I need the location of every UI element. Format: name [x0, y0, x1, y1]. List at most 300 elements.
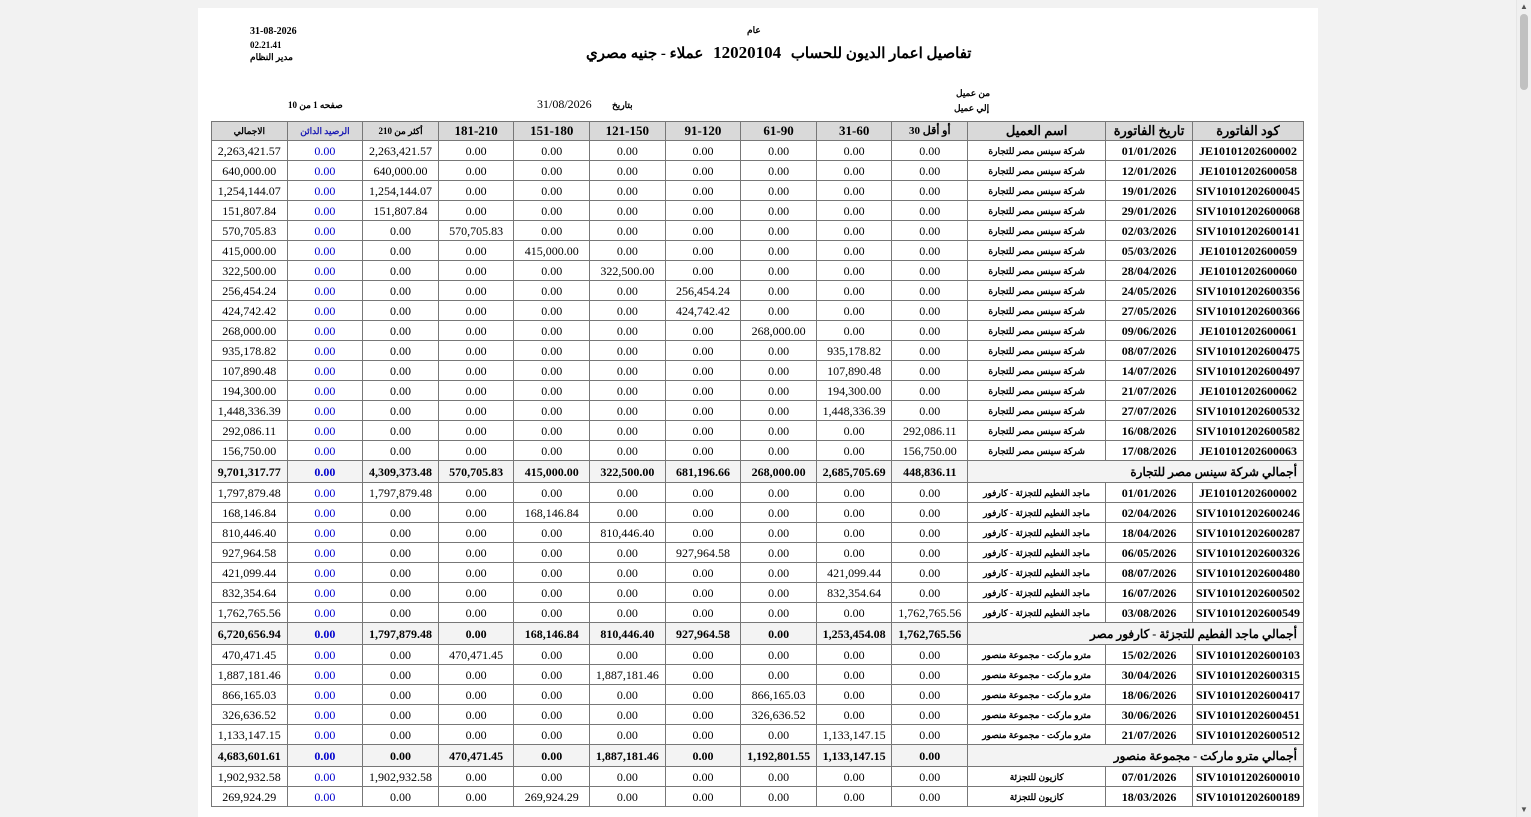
- amount-cell: 0.00: [590, 685, 666, 705]
- invoice-code-cell: SIV10101202600189: [1192, 787, 1303, 807]
- amount-cell: 0.00: [363, 381, 439, 401]
- amount-cell: 0.00: [816, 543, 892, 563]
- amount-cell: 0.00: [892, 685, 968, 705]
- customer-name-cell: ماجد الفطيم للتجزئة - كارفور: [968, 483, 1106, 503]
- amount-cell: 0.00: [590, 483, 666, 503]
- amount-cell: 0.00: [363, 523, 439, 543]
- title-prefix: تفاصيل اعمار الديون للحساب: [790, 46, 972, 62]
- credit-balance-cell: 0.00: [287, 563, 363, 583]
- amount-cell: 2,263,421.57: [363, 141, 439, 161]
- credit-balance-cell: 0.00: [287, 261, 363, 281]
- amount-cell: 0.00: [665, 523, 741, 543]
- subtotal-cell: 470,471.45: [438, 745, 514, 767]
- amount-cell: 0.00: [741, 583, 817, 603]
- total-cell: 268,000.00: [212, 321, 288, 341]
- amount-cell: 0.00: [363, 301, 439, 321]
- amount-cell: 0.00: [892, 787, 968, 807]
- customer-name-cell: ماجد الفطيم للتجزئة - كارفور: [968, 523, 1106, 543]
- invoice-date-cell: 29/01/2026: [1106, 201, 1193, 221]
- invoice-code-cell: SIV10101202600315: [1192, 665, 1303, 685]
- customer-name-cell: شركة سينس مصر للتجارة: [968, 441, 1106, 461]
- subtotal-cell: 0.00: [514, 745, 590, 767]
- invoice-code-cell: SIV10101202600045: [1192, 181, 1303, 201]
- credit-balance-cell: 0.00: [287, 241, 363, 261]
- column-header-151-180: 151-180: [514, 122, 590, 141]
- total-cell: 292,086.11: [212, 421, 288, 441]
- amount-cell: 0.00: [514, 725, 590, 745]
- total-cell: 194,300.00: [212, 381, 288, 401]
- invoice-code-cell: SIV10101202600475: [1192, 341, 1303, 361]
- amount-cell: 0.00: [590, 281, 666, 301]
- total-cell: 1,254,144.07: [212, 181, 288, 201]
- table-row: [212, 341, 1304, 361]
- to-customer-label: إلي عميل: [954, 103, 990, 113]
- credit-balance-cell: 0.00: [287, 543, 363, 563]
- customer-name-cell: شركة سينس مصر للتجارة: [968, 361, 1106, 381]
- amount-cell: 107,890.48: [816, 361, 892, 381]
- credit-balance-cell: 0.00: [287, 201, 363, 221]
- amount-cell: 0.00: [741, 787, 817, 807]
- amount-cell: 292,086.11: [892, 421, 968, 441]
- credit-balance-cell: 0.00: [287, 583, 363, 603]
- amount-cell: 0.00: [438, 725, 514, 745]
- amount-cell: 0.00: [892, 301, 968, 321]
- amount-cell: 0.00: [590, 645, 666, 665]
- subtotal-cell: 927,964.58: [665, 623, 741, 645]
- amount-cell: 0.00: [438, 421, 514, 441]
- print-time: 02.21.41: [250, 40, 282, 50]
- subtotal-cell: 1,133,147.15: [816, 745, 892, 767]
- amount-cell: 0.00: [590, 583, 666, 603]
- page-info: صفحه 1 من 10: [288, 100, 343, 110]
- invoice-date-cell: 06/05/2026: [1106, 543, 1193, 563]
- table-row: [212, 441, 1304, 461]
- amount-cell: 0.00: [892, 543, 968, 563]
- amount-cell: 0.00: [363, 361, 439, 381]
- amount-cell: 0.00: [590, 201, 666, 221]
- subtotal-cell: 168,146.84: [514, 623, 590, 645]
- subtotal-cell: 0.00: [892, 745, 968, 767]
- amount-cell: 268,000.00: [741, 321, 817, 341]
- table-row: [212, 725, 1304, 745]
- customer-name-cell: مترو ماركت - مجموعة منصور: [968, 705, 1106, 725]
- credit-balance-cell: 0.00: [287, 301, 363, 321]
- amount-cell: 1,887,181.46: [590, 665, 666, 685]
- total-cell: 322,500.00: [212, 261, 288, 281]
- table-header-row: [212, 122, 1304, 141]
- invoice-date-cell: 08/07/2026: [1106, 563, 1193, 583]
- amount-cell: 0.00: [665, 321, 741, 341]
- amount-cell: 0.00: [514, 381, 590, 401]
- customer-name-cell: شركة سينس مصر للتجارة: [968, 161, 1106, 181]
- credit-balance-cell: 0.00: [287, 441, 363, 461]
- amount-cell: 0.00: [741, 645, 817, 665]
- customer-name-cell: شركة سينس مصر للتجارة: [968, 221, 1106, 241]
- subtotal-row: [212, 623, 1304, 645]
- amount-cell: 0.00: [816, 603, 892, 623]
- subtotal-cell: 415,000.00: [514, 461, 590, 483]
- amount-cell: 0.00: [665, 161, 741, 181]
- amount-cell: 0.00: [514, 421, 590, 441]
- amount-cell: 0.00: [892, 241, 968, 261]
- amount-cell: 0.00: [741, 441, 817, 461]
- customer-name-cell: ماجد الفطيم للتجزئة - كارفور: [968, 603, 1106, 623]
- amount-cell: 0.00: [741, 603, 817, 623]
- table-row: [212, 421, 1304, 441]
- customer-name-cell: ماجد الفطيم للتجزئة - كارفور: [968, 583, 1106, 603]
- invoice-code-cell: SIV10101202600582: [1192, 421, 1303, 441]
- amount-cell: 0.00: [590, 341, 666, 361]
- total-cell: 832,354.64: [212, 583, 288, 603]
- amount-cell: 0.00: [665, 341, 741, 361]
- amount-cell: 0.00: [363, 563, 439, 583]
- total-cell: 168,146.84: [212, 503, 288, 523]
- customer-name-cell: ماجد الفطيم للتجزئة - كارفور: [968, 563, 1106, 583]
- amount-cell: 0.00: [665, 603, 741, 623]
- amount-cell: 0.00: [816, 645, 892, 665]
- amount-cell: 0.00: [665, 767, 741, 787]
- amount-cell: 0.00: [665, 705, 741, 725]
- amount-cell: 0.00: [438, 603, 514, 623]
- column-header-total: الاجمالي: [212, 122, 288, 141]
- amount-cell: 0.00: [590, 241, 666, 261]
- invoice-code-cell: SIV10101202600497: [1192, 361, 1303, 381]
- amount-cell: 1,797,879.48: [363, 483, 439, 503]
- invoice-date-cell: 18/06/2026: [1106, 685, 1193, 705]
- amount-cell: 0.00: [514, 705, 590, 725]
- column-header-181-210: 181-210: [438, 122, 514, 141]
- amount-cell: 0.00: [438, 301, 514, 321]
- invoice-code-cell: SIV10101202600103: [1192, 645, 1303, 665]
- credit-balance-cell: 0.00: [287, 141, 363, 161]
- amount-cell: 156,750.00: [892, 441, 968, 461]
- amount-cell: 0.00: [438, 583, 514, 603]
- amount-cell: 0.00: [892, 221, 968, 241]
- table-row: [212, 401, 1304, 421]
- amount-cell: 1,254,144.07: [363, 181, 439, 201]
- amount-cell: 0.00: [438, 381, 514, 401]
- total-cell: 1,133,147.15: [212, 725, 288, 745]
- amount-cell: 0.00: [816, 421, 892, 441]
- credit-balance-cell: 0.00: [287, 503, 363, 523]
- subtotal-cell: 810,446.40: [590, 623, 666, 645]
- subtotal-cell: 0.00: [665, 745, 741, 767]
- amount-cell: 0.00: [514, 665, 590, 685]
- credit-balance-cell: 0.00: [287, 361, 363, 381]
- amount-cell: 0.00: [892, 583, 968, 603]
- amount-cell: 0.00: [590, 725, 666, 745]
- invoice-date-cell: 01/01/2026: [1106, 141, 1193, 161]
- customer-name-cell: مترو ماركت - مجموعة منصور: [968, 725, 1106, 745]
- subtotal-cell: 1,253,454.08: [816, 623, 892, 645]
- amount-cell: 0.00: [892, 503, 968, 523]
- amount-cell: 0.00: [363, 441, 439, 461]
- total-cell: 256,454.24: [212, 281, 288, 301]
- aging-table: [211, 121, 1304, 807]
- subtotal-cell: 1,762,765.56: [892, 623, 968, 645]
- total-cell: 640,000.00: [212, 161, 288, 181]
- amount-cell: 0.00: [665, 441, 741, 461]
- amount-cell: 0.00: [892, 321, 968, 341]
- amount-cell: 322,500.00: [590, 261, 666, 281]
- amount-cell: 0.00: [741, 221, 817, 241]
- total-cell: 1,797,879.48: [212, 483, 288, 503]
- amount-cell: 0.00: [816, 685, 892, 705]
- total-cell: 927,964.58: [212, 543, 288, 563]
- subtotal-label: أجمالي شركة سينس مصر للتجارة: [968, 461, 1304, 483]
- subtotal-cell: 268,000.00: [741, 461, 817, 483]
- vertical-scrollbar[interactable]: [1516, 0, 1531, 817]
- amount-cell: 0.00: [590, 563, 666, 583]
- column-header-invoice-code: كود الفاتورة: [1192, 122, 1303, 141]
- invoice-date-cell: 09/06/2026: [1106, 321, 1193, 341]
- print-user: مدير النظام: [250, 52, 293, 62]
- amount-cell: 0.00: [892, 401, 968, 421]
- invoice-code-cell: SIV10101202600356: [1192, 281, 1303, 301]
- amount-cell: 0.00: [741, 483, 817, 503]
- invoice-date-cell: 12/01/2026: [1106, 161, 1193, 181]
- amount-cell: 0.00: [892, 767, 968, 787]
- amount-cell: 0.00: [514, 341, 590, 361]
- credit-balance-cell: 0.00: [287, 321, 363, 341]
- table-body: [212, 141, 1304, 807]
- amount-cell: 0.00: [816, 705, 892, 725]
- amount-cell: 0.00: [438, 141, 514, 161]
- amount-cell: 0.00: [590, 441, 666, 461]
- subtotal-row: [212, 745, 1304, 767]
- column-header-30-or-less: 30 أو أقل: [892, 122, 968, 141]
- invoice-code-cell: SIV10101202600068: [1192, 201, 1303, 221]
- column-header-credit-balance: الرصيد الدائن: [287, 122, 363, 141]
- amount-cell: 0.00: [892, 725, 968, 745]
- table-row: [212, 261, 1304, 281]
- total-cell: 156,750.00: [212, 441, 288, 461]
- credit-balance-cell: 0.00: [287, 483, 363, 503]
- amount-cell: 0.00: [741, 161, 817, 181]
- total-cell: 424,742.42: [212, 301, 288, 321]
- amount-cell: 0.00: [438, 361, 514, 381]
- amount-cell: 0.00: [590, 421, 666, 441]
- customer-name-cell: كازيون للتجزئة: [968, 787, 1106, 807]
- amount-cell: 0.00: [741, 141, 817, 161]
- amount-cell: 0.00: [363, 787, 439, 807]
- amount-cell: 0.00: [816, 301, 892, 321]
- amount-cell: 0.00: [665, 361, 741, 381]
- total-cell: 935,178.82: [212, 341, 288, 361]
- amount-cell: 0.00: [438, 483, 514, 503]
- amount-cell: 0.00: [514, 221, 590, 241]
- amount-cell: 470,471.45: [438, 645, 514, 665]
- amount-cell: 0.00: [665, 221, 741, 241]
- amount-cell: 0.00: [816, 665, 892, 685]
- credit-balance-cell: 0.00: [287, 685, 363, 705]
- report-page: [198, 8, 1318, 817]
- invoice-date-cell: 03/08/2026: [1106, 603, 1193, 623]
- amount-cell: 0.00: [514, 583, 590, 603]
- amount-cell: 0.00: [438, 503, 514, 523]
- amount-cell: 0.00: [514, 201, 590, 221]
- amount-cell: 0.00: [514, 441, 590, 461]
- title-suffix: عملاء - جنيه مصري: [586, 46, 704, 62]
- as-of-label: بتاريخ: [612, 100, 633, 110]
- total-cell: 866,165.03: [212, 685, 288, 705]
- amount-cell: 0.00: [438, 181, 514, 201]
- invoice-date-cell: 28/04/2026: [1106, 261, 1193, 281]
- invoice-date-cell: 05/03/2026: [1106, 241, 1193, 261]
- amount-cell: 0.00: [514, 563, 590, 583]
- customer-name-cell: شركة سينس مصر للتجارة: [968, 141, 1106, 161]
- amount-cell: 0.00: [363, 645, 439, 665]
- amount-cell: 0.00: [816, 241, 892, 261]
- invoice-date-cell: 21/07/2026: [1106, 381, 1193, 401]
- amount-cell: 1,902,932.58: [363, 767, 439, 787]
- table-row: [212, 381, 1304, 401]
- amount-cell: 0.00: [741, 767, 817, 787]
- amount-cell: 0.00: [892, 483, 968, 503]
- amount-cell: 0.00: [741, 261, 817, 281]
- amount-cell: 0.00: [438, 523, 514, 543]
- amount-cell: 0.00: [438, 241, 514, 261]
- table-row: [212, 685, 1304, 705]
- subtotal-row: [212, 461, 1304, 483]
- amount-cell: 0.00: [363, 341, 439, 361]
- invoice-date-cell: 02/03/2026: [1106, 221, 1193, 241]
- subtotal-cell: 2,685,705.69: [816, 461, 892, 483]
- customer-name-cell: شركة سينس مصر للتجارة: [968, 401, 1106, 421]
- invoice-code-cell: SIV10101202600480: [1192, 563, 1303, 583]
- amount-cell: 0.00: [816, 201, 892, 221]
- subtotal-credit-cell: 0.00: [287, 461, 363, 483]
- table-row: [212, 603, 1304, 623]
- amount-cell: 0.00: [741, 725, 817, 745]
- amount-cell: 0.00: [514, 523, 590, 543]
- amount-cell: 0.00: [892, 161, 968, 181]
- table-row: [212, 201, 1304, 221]
- amount-cell: 0.00: [514, 141, 590, 161]
- amount-cell: 0.00: [665, 381, 741, 401]
- amount-cell: 0.00: [438, 665, 514, 685]
- credit-balance-cell: 0.00: [287, 281, 363, 301]
- amount-cell: 0.00: [438, 341, 514, 361]
- company-name: عام: [747, 25, 761, 35]
- total-cell: 151,807.84: [212, 201, 288, 221]
- amount-cell: 935,178.82: [816, 341, 892, 361]
- amount-cell: 570,705.83: [438, 221, 514, 241]
- credit-balance-cell: 0.00: [287, 665, 363, 685]
- scroll-up-arrow-icon[interactable]: ▲: [1520, 2, 1528, 11]
- customer-name-cell: شركة سينس مصر للتجارة: [968, 301, 1106, 321]
- amount-cell: 0.00: [363, 281, 439, 301]
- amount-cell: 0.00: [816, 221, 892, 241]
- column-header-customer-name: اسم العميل: [968, 122, 1106, 141]
- amount-cell: 269,924.29: [514, 787, 590, 807]
- total-cell: 269,924.29: [212, 787, 288, 807]
- amount-cell: 0.00: [741, 401, 817, 421]
- scroll-down-arrow-icon[interactable]: ▼: [1520, 805, 1528, 814]
- amount-cell: 0.00: [590, 787, 666, 807]
- amount-cell: 0.00: [590, 705, 666, 725]
- print-date: 31-08-2026: [250, 26, 297, 37]
- column-header-invoice-date: تاريخ الفاتورة: [1106, 122, 1193, 141]
- table-row: [212, 141, 1304, 161]
- customer-name-cell: كازيون للتجزئة: [968, 767, 1106, 787]
- amount-cell: 0.00: [514, 321, 590, 341]
- amount-cell: 1,762,765.56: [892, 603, 968, 623]
- amount-cell: 0.00: [590, 301, 666, 321]
- customer-name-cell: مترو ماركت - مجموعة منصور: [968, 645, 1106, 665]
- invoice-date-cell: 16/07/2026: [1106, 583, 1193, 603]
- amount-cell: 0.00: [741, 301, 817, 321]
- subtotal-cell: 0.00: [363, 745, 439, 767]
- amount-cell: 0.00: [741, 665, 817, 685]
- amount-cell: 0.00: [816, 161, 892, 181]
- amount-cell: 0.00: [741, 543, 817, 563]
- invoice-code-cell: SIV10101202600326: [1192, 543, 1303, 563]
- invoice-date-cell: 08/07/2026: [1106, 341, 1193, 361]
- amount-cell: 0.00: [892, 341, 968, 361]
- amount-cell: 0.00: [741, 381, 817, 401]
- amount-cell: 0.00: [514, 603, 590, 623]
- credit-balance-cell: 0.00: [287, 181, 363, 201]
- amount-cell: 0.00: [590, 381, 666, 401]
- amount-cell: 0.00: [892, 281, 968, 301]
- credit-balance-cell: 0.00: [287, 787, 363, 807]
- invoice-code-cell: SIV10101202600010: [1192, 767, 1303, 787]
- credit-balance-cell: 0.00: [287, 645, 363, 665]
- amount-cell: 0.00: [438, 767, 514, 787]
- invoice-code-cell: JE10101202600002: [1192, 483, 1303, 503]
- table-row: [212, 645, 1304, 665]
- amount-cell: 0.00: [816, 181, 892, 201]
- amount-cell: 0.00: [665, 665, 741, 685]
- table-row: [212, 665, 1304, 685]
- table-row: [212, 787, 1304, 807]
- amount-cell: 0.00: [741, 361, 817, 381]
- amount-cell: 0.00: [438, 161, 514, 181]
- amount-cell: 0.00: [363, 503, 439, 523]
- table-row: [212, 161, 1304, 181]
- amount-cell: 151,807.84: [363, 201, 439, 221]
- subtotal-credit-cell: 0.00: [287, 745, 363, 767]
- amount-cell: 0.00: [816, 483, 892, 503]
- amount-cell: 0.00: [514, 767, 590, 787]
- amount-cell: 0.00: [438, 543, 514, 563]
- amount-cell: 0.00: [892, 261, 968, 281]
- amount-cell: 0.00: [590, 767, 666, 787]
- amount-cell: 0.00: [665, 241, 741, 261]
- customer-name-cell: شركة سينس مصر للتجارة: [968, 281, 1106, 301]
- amount-cell: 256,454.24: [665, 281, 741, 301]
- amount-cell: 0.00: [590, 141, 666, 161]
- as-of-date: 31/08/2026: [537, 97, 592, 111]
- invoice-date-cell: 18/04/2026: [1106, 523, 1193, 543]
- scrollbar-thumb[interactable]: [1520, 14, 1528, 90]
- amount-cell: 0.00: [741, 421, 817, 441]
- amount-cell: 810,446.40: [590, 523, 666, 543]
- customer-name-cell: شركة سينس مصر للتجارة: [968, 341, 1106, 361]
- customer-name-cell: شركة سينس مصر للتجارة: [968, 241, 1106, 261]
- invoice-date-cell: 30/06/2026: [1106, 705, 1193, 725]
- invoice-code-cell: JE10101202600063: [1192, 441, 1303, 461]
- table-row: [212, 301, 1304, 321]
- credit-balance-cell: 0.00: [287, 725, 363, 745]
- from-customer-label: من عميل: [956, 88, 991, 98]
- total-cell: 1,762,765.56: [212, 603, 288, 623]
- amount-cell: 0.00: [892, 523, 968, 543]
- customer-name-cell: شركة سينس مصر للتجارة: [968, 261, 1106, 281]
- amount-cell: 0.00: [665, 201, 741, 221]
- invoice-code-cell: SIV10101202600417: [1192, 685, 1303, 705]
